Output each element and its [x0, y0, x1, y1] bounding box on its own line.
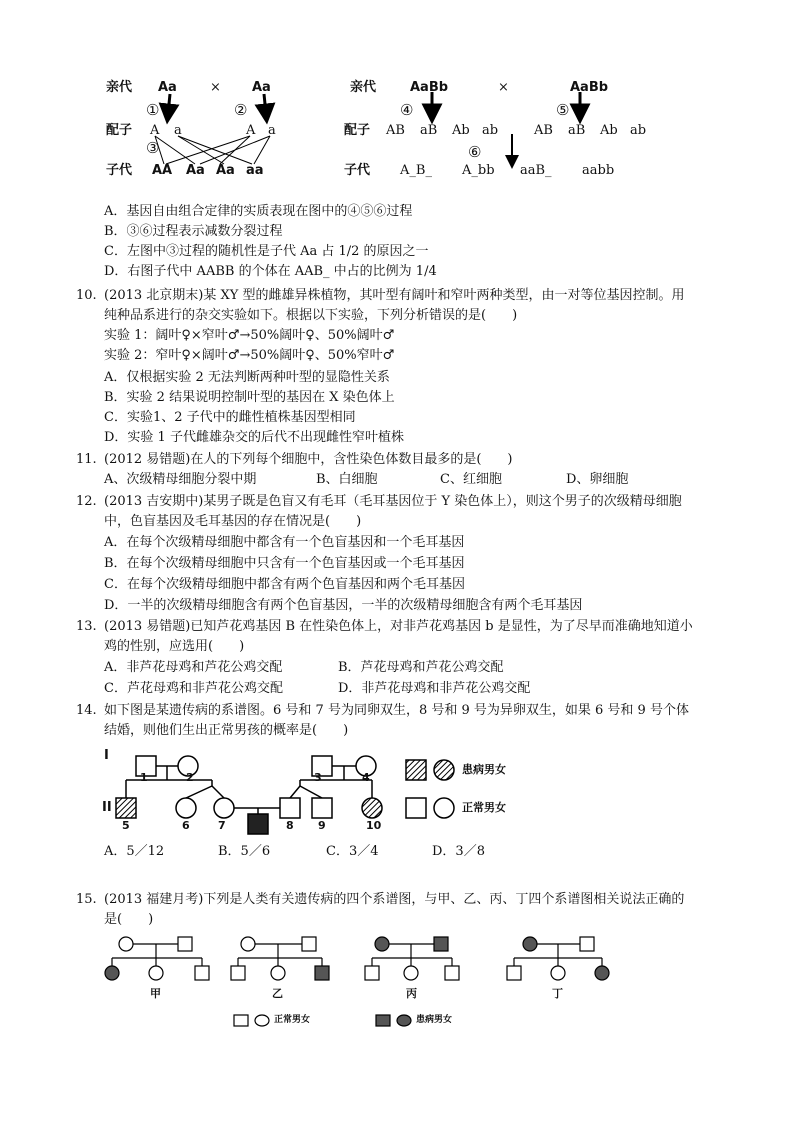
gamete-label: 配子 — [344, 123, 371, 138]
legend-affected: 患病男女 — [462, 763, 506, 776]
pedigree-lines — [96, 932, 636, 1032]
question-number: 10. — [76, 288, 97, 303]
individual-id: 6 — [182, 819, 190, 832]
question-stem: (2013 吉安期中)某男子既是色盲又有毛耳（毛耳基因位于 Y 染色体上），则这个男子的次级精母细胞 — [104, 494, 682, 509]
question-number: 12. — [76, 494, 97, 509]
individual-id: 7 — [218, 819, 226, 832]
gamete: A — [246, 123, 256, 138]
individual-id: 10 — [366, 819, 382, 832]
offspring-genotype: Aa — [186, 163, 205, 178]
option-b: B．在每个次级精母细胞中只含有一个色盲基因或一个毛耳基因 — [104, 556, 465, 571]
option-c: C．芦花母鸡和非芦花公鸡交配 — [104, 681, 283, 696]
generation-label: II — [102, 800, 112, 815]
option-c: C、红细胞 — [440, 472, 502, 487]
option-c: C．3／4 — [326, 844, 379, 859]
question-stem: 如下图是某遗传病的系谱图。6 号和 7 号为同卵双生，8 号和 9 号为异卵双生，如果 6 号和 9 号个体 — [104, 703, 689, 718]
legend-normal: 正常男女 — [274, 1015, 311, 1025]
offspring-genotype: Aa — [216, 163, 235, 178]
option-b: B．实验 2 结果说明控制叶型的基因在 X 染色体上 — [104, 390, 395, 405]
option-a: A．在每个次级精母细胞中都含有一个色盲基因和一个毛耳基因 — [104, 535, 465, 550]
option-d: D．一半的次级精母细胞含有两个色盲基因，一半的次级精母细胞含有两个毛耳基因 — [104, 598, 583, 613]
legend-normal: 正常男女 — [462, 801, 506, 814]
parent-label: 亲代 — [350, 80, 377, 95]
individual-id: 4 — [362, 771, 370, 784]
pedigree-ding — [507, 937, 609, 980]
pedigree-label-yi: 乙 — [272, 987, 283, 1000]
gamete: a — [174, 123, 182, 138]
parent-genotype: Aa — [158, 80, 177, 95]
pedigree-yi — [231, 937, 329, 980]
individual-id: 8 — [286, 819, 294, 832]
option-c: C．实验1、2 子代中的雌性植株基因型相同 — [104, 410, 356, 425]
gamete: ab — [630, 123, 647, 138]
pedigree-label-ding: 丁 — [552, 987, 563, 1000]
individual-id: 5 — [122, 819, 130, 832]
option-b: B．5／6 — [218, 844, 271, 859]
pedigree-label-jia: 甲 — [150, 987, 161, 1000]
gamete: Ab — [452, 123, 470, 138]
gamete: AB — [386, 123, 405, 138]
question-stem: 是( ) — [104, 912, 154, 927]
step-number: ④ — [400, 101, 414, 119]
option-a: A、次级精母细胞分裂中期 — [104, 472, 257, 487]
gamete: A — [150, 123, 160, 138]
question-stem: (2013 福建月考)下列是人类有关遗传病的四个系谱图，与甲、乙、丙、丁四个系谱图相关说法正确的 — [104, 892, 685, 907]
option-d: D．实验 1 子代雌雄杂交的后代不出现雌性窄叶植株 — [104, 430, 404, 445]
offspring-phenotype: A_bb — [462, 163, 495, 178]
option-b: B、白细胞 — [316, 472, 378, 487]
step-number: ⑤ — [556, 101, 570, 119]
individual-id: 3 — [314, 771, 322, 784]
offspring-phenotype: aaB_ — [520, 163, 552, 178]
offspring-phenotype: A_B_ — [400, 163, 432, 178]
cross-diagram-dihybrid — [340, 72, 660, 182]
generation-label: I — [104, 748, 109, 763]
experiment-1: 实验 1：阔叶♀×窄叶♂→50%阔叶♀、50%阔叶♂ — [104, 328, 395, 343]
question-stem: 中，色盲基因及毛耳基因的存在情况是( ) — [104, 514, 362, 529]
option-a: A．基因自由组合定律的实质表现在图中的④⑤⑥过程 — [104, 204, 413, 219]
gamete: ab — [482, 123, 499, 138]
question-stem: (2012 易错题)在人的下列每个细胞中，含性染色体数目最多的是( ) — [104, 452, 513, 467]
question-stem: (2013 易错题)已知芦花鸡基因 B 在性染色体上，对非芦花鸡基因 b 是显性，为了尽早而准确地知道小 — [104, 619, 693, 634]
gamete: Ab — [600, 123, 618, 138]
offspring-label: 子代 — [106, 163, 133, 178]
question-number: 14. — [76, 703, 97, 718]
offspring-genotype: aa — [246, 163, 264, 178]
question-number: 13. — [76, 619, 97, 634]
option-c: C．在每个次级精母细胞中都含有两个色盲基因和两个毛耳基因 — [104, 577, 465, 592]
pedigree-charts-q15 — [96, 932, 636, 1032]
individual-id: 9 — [318, 819, 326, 832]
offspring-label: 子代 — [344, 163, 371, 178]
parent-genotype: AaBb — [410, 80, 449, 95]
legend-affected: 患病男女 — [416, 1015, 453, 1025]
gamete-label: 配子 — [106, 123, 133, 138]
option-d: D、卵细胞 — [566, 472, 629, 487]
option-d: D．右图子代中 AABB 的个体在 AAB_ 中占的比例为 1/4 — [104, 264, 437, 279]
pedigree-label-bing: 丙 — [406, 987, 417, 1000]
legend-shapes — [234, 1015, 411, 1026]
gamete: AB — [534, 123, 553, 138]
option-a: A．5／12 — [104, 844, 165, 859]
step-number: ① — [146, 101, 160, 119]
parent-genotype: Aa — [252, 80, 271, 95]
question-stem: 纯种品系进行的杂交实验如下。根据以下实验，下列分析错误的是( ) — [104, 308, 518, 323]
question-number: 11. — [76, 452, 97, 467]
question-stem: (2013 北京期末)某 XY 型的雌雄异株植物，其叶型有阔叶和窄叶两种类型，由一对等位基因控制。用 — [104, 288, 685, 303]
option-c: C．左图中③过程的随机性是子代 Aa 占 1/2 的原因之一 — [104, 244, 429, 259]
option-b: B．③⑥过程表示减数分裂过程 — [104, 224, 283, 239]
step-number: ③ — [146, 139, 160, 157]
gamete: a — [268, 123, 276, 138]
pedigree-bing — [365, 937, 459, 980]
pedigree-chart-q14 — [100, 746, 520, 838]
experiment-2: 实验 2：窄叶♀×阔叶♂→50%阔叶♀、50%窄叶♂ — [104, 348, 395, 363]
option-d: D．非芦花母鸡和非芦花公鸡交配 — [338, 681, 531, 696]
gamete: aB — [568, 123, 586, 138]
cross-diagram-monohybrid — [100, 72, 300, 182]
question-stem: 鸡的性别，应选用( ) — [104, 639, 245, 654]
offspring-phenotype: aabb — [582, 163, 615, 178]
question-stem: 结婚，则他们生出正常男孩的概率是( ) — [104, 723, 349, 738]
gamete: aB — [420, 123, 438, 138]
option-d: D．3／8 — [432, 844, 485, 859]
parent-label: 亲代 — [106, 80, 133, 95]
offspring-genotype: AA — [152, 163, 173, 178]
individual-id: 1 — [140, 771, 148, 784]
cross-symbol: × — [498, 80, 509, 95]
step-number: ② — [234, 101, 248, 119]
option-b: B．芦花母鸡和芦花公鸡交配 — [338, 660, 504, 675]
cross-symbol: × — [210, 80, 221, 95]
pedigree-lines — [100, 746, 520, 838]
parent-genotype: AaBb — [570, 80, 609, 95]
option-a: A．非芦花母鸡和芦花公鸡交配 — [104, 660, 283, 675]
individual-id: 2 — [186, 771, 194, 784]
question-number: 15. — [76, 892, 97, 907]
step-number: ⑥ — [468, 143, 482, 161]
option-a: A．仅根据实验 2 无法判断两种叶型的显隐性关系 — [104, 370, 390, 385]
pedigree-jia — [105, 937, 209, 980]
